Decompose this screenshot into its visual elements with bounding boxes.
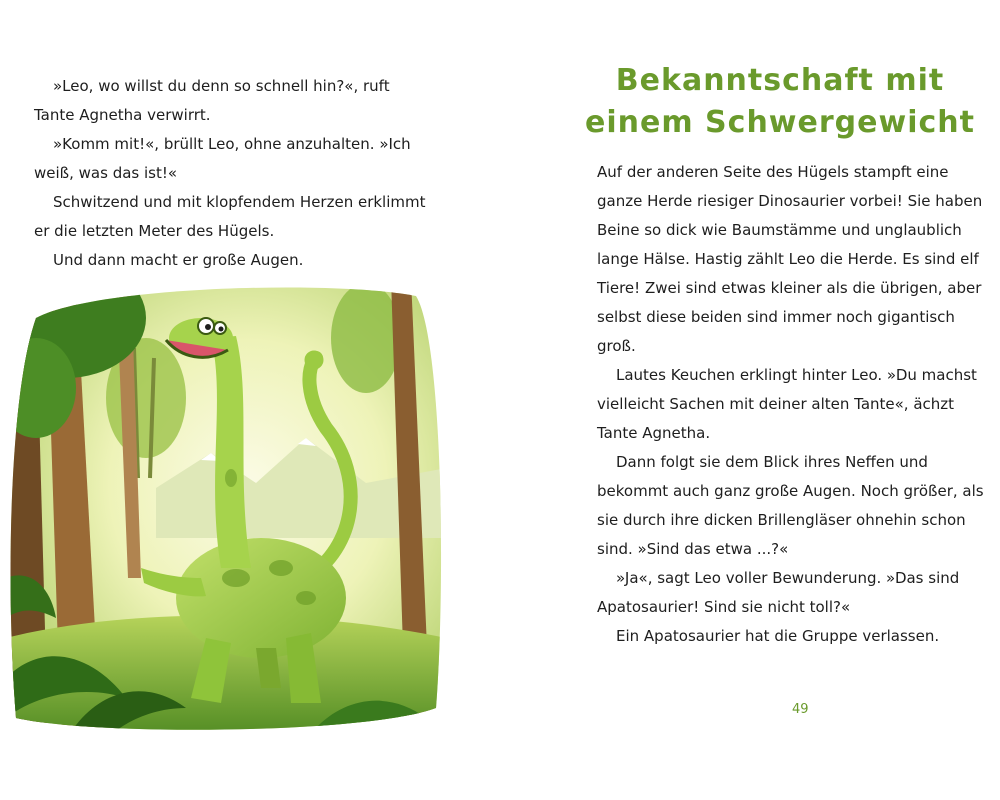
right-text-block: [597, 158, 997, 651]
text-line: Tante Agnetha.: [597, 424, 711, 442]
text-line: bekommt auch ganz große Augen. Noch größer, als: [597, 482, 984, 500]
dinosaur-illustration: [6, 278, 446, 740]
paragraph-continuation: [597, 477, 997, 506]
paragraph: [597, 564, 997, 593]
text-line: Dann folgt sie dem Blick ihres Neffen und: [616, 453, 928, 471]
page-number: 49: [792, 702, 809, 717]
text-line: ganze Herde riesiger Dinosaurier vorbei! Sie haben: [597, 192, 983, 210]
paragraph-continuation: [597, 216, 997, 245]
left-text-block: [34, 72, 454, 275]
paragraph-continuation: [597, 187, 997, 216]
text-line: weiß, was das ist!«: [34, 164, 178, 182]
paragraph-continuation: [597, 245, 997, 274]
paragraph-continuation: [597, 535, 997, 564]
paragraph-continuation: [597, 419, 997, 448]
text-line: vielleicht Sachen mit deiner alten Tante«, ächzt: [597, 395, 955, 413]
paragraph-continuation: [597, 390, 997, 419]
text-line: lange Hälse. Hastig zählt Leo die Herde. Es sind elf: [597, 250, 979, 268]
paragraph-continuation: [34, 159, 454, 188]
paragraph-continuation: [597, 593, 997, 622]
paragraph-continuation: [34, 101, 454, 130]
paragraph: [597, 361, 997, 390]
text-line: Tiere! Zwei sind etwas kleiner als die übrigen, aber: [597, 279, 982, 297]
text-line: groß.: [597, 337, 636, 355]
text-line: Ein Apatosaurier hat die Gruppe verlassen.: [616, 627, 940, 645]
chapter-title: [580, 60, 980, 144]
text-line: sind. »Sind das etwa ...?«: [597, 540, 789, 558]
chapter-title-line-2: einem Schwergewicht: [585, 105, 975, 140]
paragraph: [597, 158, 997, 187]
text-line: »Komm mit!«, brüllt Leo, ohne anzuhalten. »Ich: [53, 135, 411, 153]
text-line: selbst diese beiden sind immer noch gigantisch: [597, 308, 955, 326]
right-page: [500, 0, 1000, 800]
text-line: Lautes Keuchen erklingt hinter Leo. »Du machst: [616, 366, 977, 384]
paragraph: [597, 448, 997, 477]
text-line: Auf der anderen Seite des Hügels stampft eine: [597, 163, 949, 181]
paragraph-continuation: [597, 303, 997, 332]
paragraph: [34, 188, 454, 217]
paragraph: [34, 130, 454, 159]
text-line: er die letzten Meter des Hügels.: [34, 222, 275, 240]
text-line: Tante Agnetha verwirrt.: [34, 106, 211, 124]
paragraph-continuation: [597, 506, 997, 535]
paragraph-continuation: [34, 217, 454, 246]
paragraph-continuation: [597, 332, 997, 361]
text-line: Apatosaurier! Sind sie nicht toll?«: [597, 598, 851, 616]
text-line: »Ja«, sagt Leo voller Bewunderung. »Das sind: [616, 569, 960, 587]
chapter-title-line-1: Bekanntschaft mit: [615, 63, 945, 98]
paragraph: [34, 72, 454, 101]
text-line: sie durch ihre dicken Brillengläser ohnehin schon: [597, 511, 966, 529]
text-line: Schwitzend und mit klopfendem Herzen erklimmt: [53, 193, 426, 211]
paragraph-continuation: [597, 274, 997, 303]
text-line: Und dann macht er große Augen.: [53, 251, 304, 269]
paragraph: [597, 622, 997, 651]
paragraph: [34, 246, 454, 275]
text-line: »Leo, wo willst du denn so schnell hin?«, ruft: [53, 77, 390, 95]
text-line: Beine so dick wie Baumstämme und unglaublich: [597, 221, 962, 239]
